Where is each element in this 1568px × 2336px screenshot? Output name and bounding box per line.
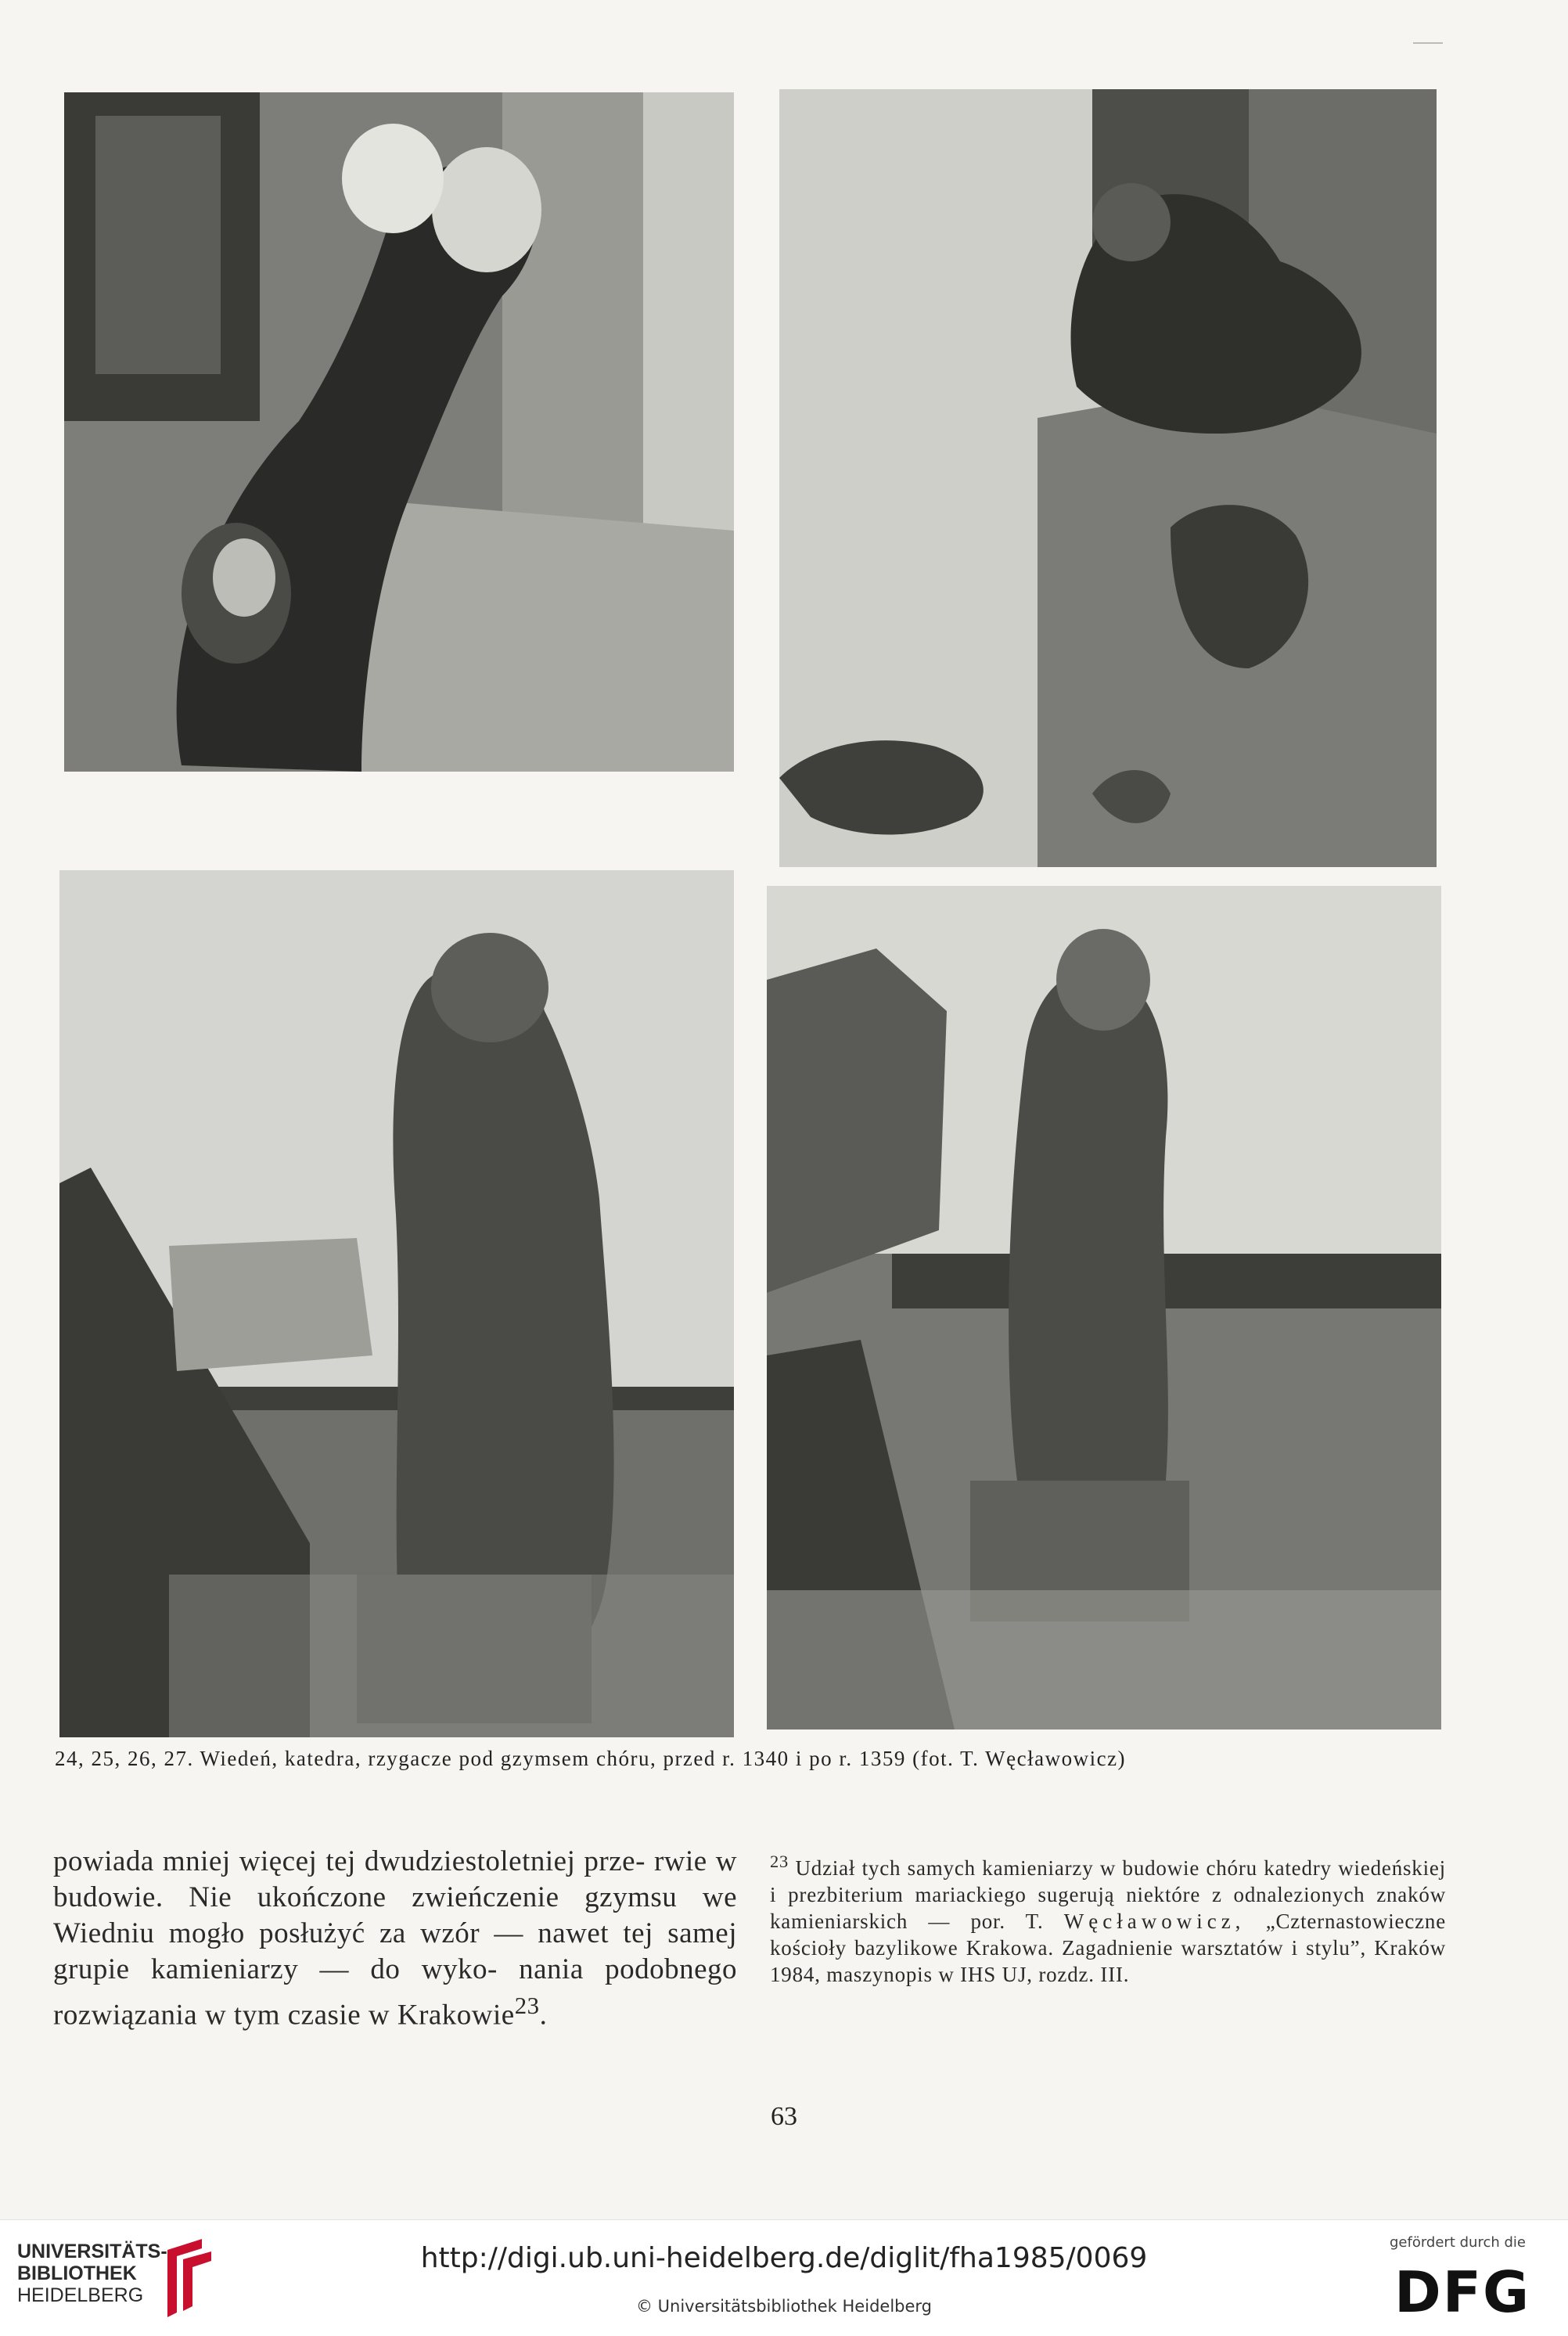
footnote-text: „Czternastowieczne kościoły bazylikowe Krakowa. Zagadnienie warsztatów i stylu”, Kraków 1984, maszynopis w IHS UJ, rozdz. III.: [770, 1909, 1446, 1986]
body-line: gzymsu we Wiedniu mogło posłużyć za wzór —: [53, 1881, 737, 1949]
funding-label: gefördert durch die: [1390, 2234, 1526, 2251]
footnote-ref: 23: [514, 1992, 540, 2019]
footnote: [770, 1848, 1446, 1988]
permalink-url[interactable]: http://digi.ub.uni-heidelberg.de/diglit/fha1985/0069: [420, 2242, 1148, 2274]
page-edge-mark: [1413, 42, 1443, 44]
page-number: 63: [771, 2102, 797, 2131]
gargoyle-photo-icon: [59, 870, 734, 1737]
gargoyle-photo-icon: [767, 886, 1441, 1730]
photo-fig-24: [64, 92, 734, 772]
footnote-text: Udział tych samych kamieniarzy w budowie chóru katedry wiedeńskiej i prezbiterium mariackiego sugerują niektóre z odnalezionych znaków kamieniarskich — por. T.: [770, 1856, 1446, 1933]
library-name[interactable]: UNIVERSITÄTS- BIBLIOTHEK HEIDELBERG: [17, 2241, 167, 2306]
photo-fig-26: [59, 870, 734, 1737]
dfg-logo-icon[interactable]: DFG: [1394, 2259, 1531, 2325]
body-line: nawet tej samej grupie kamieniarzy — do wyko-: [53, 1917, 737, 1985]
gargoyle-photo-icon: [779, 89, 1437, 867]
copyright-notice: © Universitätsbibliothek Heidelberg: [635, 2297, 932, 2316]
footnote-author: Węcławowicz,: [1063, 1909, 1246, 1933]
body-line: rwie w budowie. Nie ukończone zwieńczenie: [53, 1845, 737, 1913]
digitization-footer: [0, 2219, 1568, 2336]
body-paragraph: powiada mniej więcej tej dwudziestoletniej prze- rwie w budowie. Nie ukończone zwieńczenie gzymsu we Wiedniu mogło posłużyć za wzór — nawet tej samej grupie kamieniarzy — do wyko- nania podobnego rozwiązania w tym czasie w Krakowie$^{23}$.: [53, 1845, 738, 2032]
body-line: Krakowie: [397, 1999, 515, 2032]
photo-fig-25: [779, 89, 1437, 867]
photo-fig-27: [767, 886, 1441, 1730]
footnote-number: 23: [770, 1852, 789, 1871]
body-line: nania podobnego rozwiązania w tym czasie w: [53, 1953, 738, 2032]
figure-caption: 24, 25, 26, 27. Wiedeń, katedra, rzygacze pod gzymsem chóru, przed r. 1340 i po r. 1359 (fot. T. Węcławowicz): [55, 1747, 1127, 1770]
body-line: powiada mniej więcej tej dwudziestoletniej prze-: [53, 1845, 646, 1877]
gargoyle-photo-icon: [64, 92, 734, 772]
